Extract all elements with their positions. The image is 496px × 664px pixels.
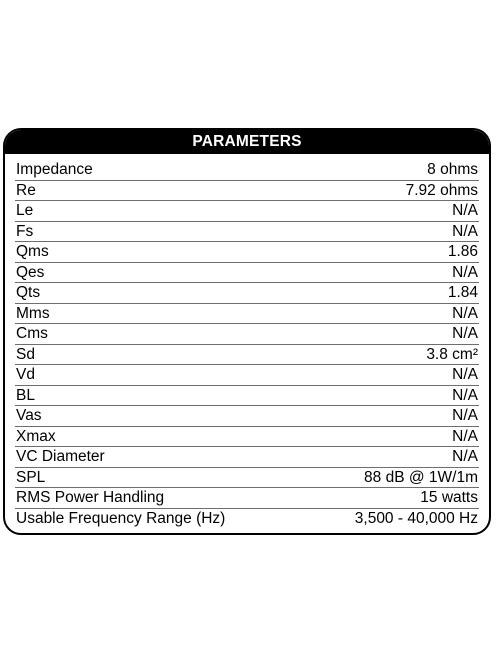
parameter-rows — [15, 160, 479, 528]
parameters-table — [3, 128, 491, 535]
row-label: Mms — [16, 304, 50, 322]
table-row — [15, 427, 479, 448]
table-row — [15, 447, 479, 468]
row-label: Sd — [16, 345, 35, 363]
row-label: Le — [16, 202, 34, 219]
row-label: Vd — [16, 366, 35, 383]
table-row — [15, 283, 479, 304]
row-value: N/A — [452, 448, 478, 465]
table-row — [15, 242, 479, 263]
row-value: 15 watts — [420, 489, 478, 506]
row-value: N/A — [452, 263, 478, 281]
row-label: Impedance — [16, 161, 93, 178]
table-title: PARAMETERS — [5, 130, 489, 154]
row-label: Vas — [16, 407, 42, 424]
row-value: 3.8 cm² — [426, 345, 478, 363]
row-value: N/A — [452, 407, 478, 424]
row-label: SPL — [16, 468, 46, 486]
table-row — [15, 509, 479, 529]
table-row — [15, 181, 479, 202]
table-row — [15, 345, 479, 366]
row-value: N/A — [452, 222, 478, 240]
row-value: 1.86 — [447, 243, 478, 260]
row-label: BL — [16, 386, 35, 404]
row-label: RMS Power Handling — [16, 489, 165, 506]
table-row — [15, 488, 479, 509]
table-row — [15, 304, 479, 325]
row-value: N/A — [452, 304, 478, 322]
row-label: Qes — [16, 263, 45, 281]
row-value: 7.92 ohms — [405, 181, 478, 199]
table-row — [15, 406, 479, 427]
row-value: N/A — [452, 427, 478, 445]
row-value: 8 ohms — [427, 161, 478, 178]
row-label: Qms — [16, 243, 49, 260]
table-row — [15, 468, 479, 489]
table-row — [15, 365, 479, 386]
row-label: VC Diameter — [16, 448, 105, 465]
row-value: N/A — [452, 386, 478, 404]
row-label: Fs — [16, 222, 34, 240]
row-label: Cms — [16, 325, 48, 342]
table-row — [15, 160, 479, 181]
table-row — [15, 222, 479, 243]
row-value: 88 dB @ 1W/1m — [364, 468, 478, 486]
table-row — [15, 263, 479, 284]
row-value: N/A — [452, 325, 478, 342]
row-value: N/A — [452, 202, 478, 219]
table-row — [15, 201, 479, 222]
row-value: 1.84 — [447, 284, 478, 301]
row-label: Usable Frequency Range (Hz) — [16, 509, 226, 527]
row-label: Re — [16, 181, 36, 199]
row-label: Xmax — [16, 427, 56, 445]
row-value: 3,500 - 40,000 Hz — [354, 509, 478, 527]
row-value: N/A — [452, 366, 478, 383]
row-label: Qts — [16, 284, 41, 301]
table-row — [15, 324, 479, 345]
table-row — [15, 386, 479, 407]
